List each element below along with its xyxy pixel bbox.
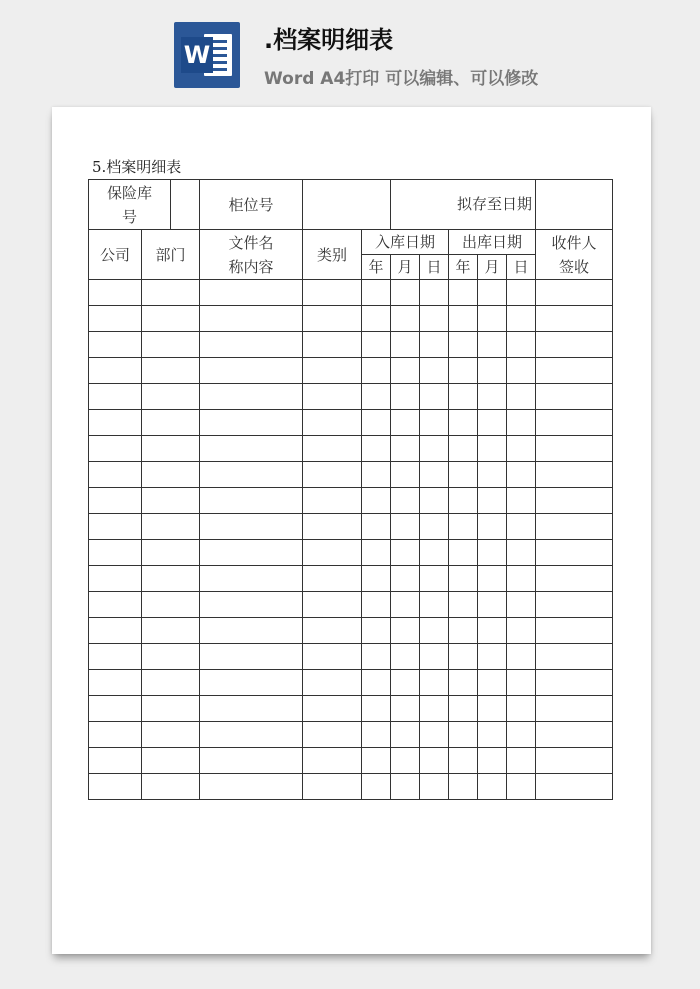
table-cell[interactable] (536, 592, 613, 618)
table-cell[interactable] (420, 748, 449, 774)
table-cell[interactable] (449, 566, 478, 592)
table-cell[interactable] (478, 592, 507, 618)
table-cell[interactable] (142, 514, 200, 540)
table-cell[interactable] (420, 774, 449, 800)
table-cell[interactable] (507, 358, 536, 384)
table-cell[interactable] (142, 644, 200, 670)
table-cell[interactable] (89, 722, 142, 748)
document-subtitle: Word A4打印 可以编辑、可以修改 (264, 69, 539, 89)
table-cell[interactable] (200, 332, 303, 358)
planned-date-label: 拟存至日期 (457, 195, 533, 213)
table-cell[interactable] (303, 462, 362, 488)
table-cell[interactable] (89, 566, 142, 592)
table-cell[interactable] (420, 436, 449, 462)
vault-number-cell (89, 180, 200, 230)
table-cell[interactable] (200, 592, 303, 618)
table-row (89, 410, 613, 436)
table-cell[interactable] (362, 384, 391, 410)
table-row (89, 436, 613, 462)
table-cell[interactable] (362, 722, 391, 748)
table-cell[interactable] (507, 618, 536, 644)
table-cell[interactable] (507, 722, 536, 748)
table-cell[interactable] (391, 358, 420, 384)
table-cell[interactable] (507, 410, 536, 436)
table-cell[interactable] (89, 644, 142, 670)
table-cell[interactable] (391, 670, 420, 696)
table-cell[interactable] (478, 722, 507, 748)
table-cell[interactable] (478, 696, 507, 722)
table-cell[interactable] (303, 722, 362, 748)
table-cell[interactable] (420, 644, 449, 670)
table-cell[interactable] (362, 358, 391, 384)
table-cell[interactable] (303, 410, 362, 436)
planned-date-cell (391, 180, 536, 230)
table-row (89, 592, 613, 618)
table-cell[interactable] (420, 670, 449, 696)
table-cell[interactable] (89, 514, 142, 540)
table-cell[interactable] (200, 280, 303, 306)
table-cell[interactable] (142, 306, 200, 332)
col-out-year: 年 (449, 255, 478, 280)
table-cell[interactable] (391, 514, 420, 540)
table-cell[interactable] (391, 436, 420, 462)
planned-date-value[interactable] (536, 180, 613, 230)
table-cell[interactable] (142, 280, 200, 306)
table-cell[interactable] (200, 566, 303, 592)
table-cell[interactable] (449, 462, 478, 488)
table-cell[interactable] (362, 410, 391, 436)
table-cell[interactable] (89, 748, 142, 774)
page-header (0, 0, 700, 100)
table-cell[interactable] (536, 436, 613, 462)
table-cell[interactable] (478, 462, 507, 488)
table-cell[interactable] (89, 540, 142, 566)
table-cell[interactable] (449, 644, 478, 670)
table-cell[interactable] (200, 358, 303, 384)
table-cell[interactable] (303, 358, 362, 384)
table-cell[interactable] (536, 540, 613, 566)
table-cell[interactable] (507, 384, 536, 410)
table-row (89, 358, 613, 384)
table-cell[interactable] (536, 644, 613, 670)
table-cell[interactable] (362, 462, 391, 488)
table-cell[interactable] (420, 696, 449, 722)
table-cell[interactable] (142, 540, 200, 566)
table-cell[interactable] (142, 592, 200, 618)
table-cell[interactable] (89, 670, 142, 696)
table-cell[interactable] (391, 722, 420, 748)
table-cell[interactable] (449, 774, 478, 800)
table-cell[interactable] (303, 436, 362, 462)
table-cell[interactable] (391, 774, 420, 800)
table-cell[interactable] (200, 748, 303, 774)
table-cell[interactable] (507, 748, 536, 774)
table-cell[interactable] (507, 592, 536, 618)
table-cell[interactable] (420, 358, 449, 384)
table-cell[interactable] (362, 774, 391, 800)
table-cell[interactable] (507, 488, 536, 514)
table-cell[interactable] (478, 644, 507, 670)
table-cell[interactable] (449, 748, 478, 774)
table-cell[interactable] (420, 306, 449, 332)
archive-detail-table (88, 179, 613, 800)
table-cell[interactable] (142, 618, 200, 644)
table-row (89, 670, 613, 696)
table-cell[interactable] (507, 644, 536, 670)
table-cell[interactable] (507, 670, 536, 696)
table-cell[interactable] (303, 540, 362, 566)
table-cell[interactable] (449, 306, 478, 332)
table-cell[interactable] (536, 488, 613, 514)
table-cell[interactable] (303, 306, 362, 332)
table-cell[interactable] (536, 748, 613, 774)
table-cell[interactable] (89, 410, 142, 436)
table-cell[interactable] (536, 332, 613, 358)
table-cell[interactable] (536, 358, 613, 384)
table-cell[interactable] (89, 436, 142, 462)
table-cell[interactable] (142, 696, 200, 722)
table-cell[interactable] (391, 592, 420, 618)
table-cell[interactable] (478, 332, 507, 358)
table-row (89, 332, 613, 358)
table-cell[interactable] (449, 384, 478, 410)
col-out-date: 出库日期 (449, 230, 536, 255)
table-row (89, 644, 613, 670)
table-cell[interactable] (303, 696, 362, 722)
table-cell[interactable] (362, 436, 391, 462)
vault-number-value[interactable] (171, 180, 199, 229)
table-cell[interactable] (362, 748, 391, 774)
table-cell[interactable] (449, 540, 478, 566)
table-cell[interactable] (391, 410, 420, 436)
table-cell[interactable] (420, 410, 449, 436)
table-cell[interactable] (449, 358, 478, 384)
table-cell[interactable] (142, 410, 200, 436)
table-row (89, 488, 613, 514)
table-cell[interactable] (478, 748, 507, 774)
table-cell[interactable] (362, 592, 391, 618)
table-cell[interactable] (536, 280, 613, 306)
cabinet-number-label: 柜位号 (200, 180, 303, 230)
vault-number-label (89, 180, 171, 229)
table-cell[interactable] (391, 280, 420, 306)
document-title: .档案明细表 (264, 26, 394, 54)
col-file-name (200, 230, 303, 280)
table-row (89, 306, 613, 332)
table-cell[interactable] (142, 332, 200, 358)
table-cell[interactable] (507, 566, 536, 592)
table-cell[interactable] (303, 280, 362, 306)
col-out-day: 日 (507, 255, 536, 280)
table-cell[interactable] (142, 462, 200, 488)
table-cell[interactable] (449, 722, 478, 748)
table-cell[interactable] (478, 306, 507, 332)
table-cell[interactable] (478, 774, 507, 800)
table-cell[interactable] (89, 306, 142, 332)
col-file-name-line2: 称内容 (228, 257, 274, 276)
col-category: 类别 (303, 230, 362, 280)
table-cell[interactable] (478, 280, 507, 306)
table-cell[interactable] (449, 436, 478, 462)
table-cell[interactable] (478, 540, 507, 566)
table-cell[interactable] (391, 644, 420, 670)
table-cell[interactable] (391, 748, 420, 774)
table-cell[interactable] (303, 592, 362, 618)
table-cell[interactable] (507, 436, 536, 462)
table-cell[interactable] (391, 384, 420, 410)
table-cell[interactable] (449, 332, 478, 358)
table-cell[interactable] (303, 332, 362, 358)
table-cell[interactable] (536, 306, 613, 332)
table-cell[interactable] (142, 488, 200, 514)
table-cell[interactable] (391, 566, 420, 592)
col-in-day: 日 (420, 255, 449, 280)
table-cell[interactable] (507, 306, 536, 332)
table-cell[interactable] (536, 410, 613, 436)
table-row (89, 696, 613, 722)
planned-date-spacer (391, 180, 435, 229)
table-cell[interactable] (391, 696, 420, 722)
table-cell[interactable] (478, 358, 507, 384)
table-cell[interactable] (420, 722, 449, 748)
table-cell[interactable] (507, 774, 536, 800)
table-cell[interactable] (142, 436, 200, 462)
table-cell[interactable] (420, 618, 449, 644)
table-cell[interactable] (89, 488, 142, 514)
table-cell[interactable] (536, 722, 613, 748)
col-department: 部门 (142, 230, 200, 280)
table-cell[interactable] (507, 540, 536, 566)
table-cell[interactable] (420, 462, 449, 488)
vault-number-label-line2: 号 (121, 207, 137, 226)
word-icon-letter: W (181, 37, 213, 73)
col-receiver-line1: 收件人 (551, 233, 597, 252)
table-top-row (89, 180, 613, 230)
table-cell[interactable] (420, 384, 449, 410)
table-cell[interactable] (89, 332, 142, 358)
table-cell[interactable] (536, 566, 613, 592)
table-cell[interactable] (449, 280, 478, 306)
table-cell[interactable] (507, 332, 536, 358)
table-cell[interactable] (142, 670, 200, 696)
table-cell[interactable] (362, 670, 391, 696)
table-cell[interactable] (200, 410, 303, 436)
table-cell[interactable] (391, 332, 420, 358)
table-cell[interactable] (478, 384, 507, 410)
table-cell[interactable] (303, 774, 362, 800)
table-cell[interactable] (536, 774, 613, 800)
table-cell[interactable] (420, 332, 449, 358)
table-cell[interactable] (362, 540, 391, 566)
table-row (89, 384, 613, 410)
vault-number-label-line1: 保险库 (106, 183, 152, 202)
table-cell[interactable] (391, 306, 420, 332)
table-cell[interactable] (478, 566, 507, 592)
table-cell[interactable] (142, 722, 200, 748)
table-cell[interactable] (89, 696, 142, 722)
table-cell[interactable] (420, 566, 449, 592)
table-cell[interactable] (362, 696, 391, 722)
table-row (89, 280, 613, 306)
table-cell[interactable] (536, 384, 613, 410)
table-row (89, 722, 613, 748)
col-in-year: 年 (362, 255, 391, 280)
table-row (89, 774, 613, 800)
table-cell[interactable] (420, 280, 449, 306)
table-cell[interactable] (478, 514, 507, 540)
table-cell[interactable] (449, 410, 478, 436)
table-cell[interactable] (449, 514, 478, 540)
table-cell[interactable] (200, 514, 303, 540)
col-file-name-line1: 文件名 (228, 233, 274, 252)
cabinet-number-value[interactable] (303, 180, 391, 230)
table-cell[interactable] (478, 618, 507, 644)
table-row (89, 462, 613, 488)
table-row (89, 748, 613, 774)
table-cell[interactable] (449, 618, 478, 644)
table-cell[interactable] (362, 332, 391, 358)
table-cell[interactable] (89, 618, 142, 644)
table-cell[interactable] (478, 488, 507, 514)
table-cell[interactable] (536, 618, 613, 644)
table-header-row-1 (89, 230, 613, 255)
table-cell[interactable] (420, 488, 449, 514)
document-page (52, 107, 651, 954)
table-cell[interactable] (303, 384, 362, 410)
table-cell[interactable] (303, 748, 362, 774)
table-cell[interactable] (536, 670, 613, 696)
table-cell[interactable] (303, 618, 362, 644)
table-cell[interactable] (200, 488, 303, 514)
word-icon (174, 22, 240, 88)
table-cell[interactable] (303, 644, 362, 670)
table-cell[interactable] (478, 670, 507, 696)
table-cell[interactable] (420, 540, 449, 566)
table-cell[interactable] (362, 514, 391, 540)
col-company: 公司 (89, 230, 142, 280)
table-row (89, 514, 613, 540)
table-cell[interactable] (449, 670, 478, 696)
table-cell[interactable] (200, 384, 303, 410)
col-in-month: 月 (391, 255, 420, 280)
table-caption: 5.档案明细表 (92, 158, 182, 176)
table-cell[interactable] (449, 488, 478, 514)
table-cell[interactable] (142, 774, 200, 800)
table-cell[interactable] (507, 462, 536, 488)
table-cell[interactable] (89, 384, 142, 410)
table-cell[interactable] (391, 488, 420, 514)
table-cell[interactable] (303, 488, 362, 514)
table-cell[interactable] (362, 566, 391, 592)
table-cell[interactable] (200, 696, 303, 722)
table-cell[interactable] (391, 540, 420, 566)
table-cell[interactable] (362, 306, 391, 332)
table-cell[interactable] (142, 358, 200, 384)
table-cell[interactable] (200, 774, 303, 800)
table-cell[interactable] (362, 644, 391, 670)
table-cell[interactable] (362, 618, 391, 644)
table-cell[interactable] (478, 436, 507, 462)
table-cell[interactable] (420, 514, 449, 540)
table-cell[interactable] (89, 592, 142, 618)
table-row (89, 566, 613, 592)
table-cell[interactable] (142, 384, 200, 410)
table-cell[interactable] (200, 722, 303, 748)
table-cell[interactable] (449, 592, 478, 618)
table-cell[interactable] (89, 462, 142, 488)
table-cell[interactable] (200, 644, 303, 670)
table-cell[interactable] (362, 488, 391, 514)
table-cell[interactable] (89, 774, 142, 800)
table-row (89, 618, 613, 644)
table-cell[interactable] (507, 696, 536, 722)
col-in-date: 入库日期 (362, 230, 449, 255)
table-cell[interactable] (303, 566, 362, 592)
table-cell[interactable] (200, 462, 303, 488)
col-receiver-line2: 签收 (558, 257, 589, 276)
table-cell[interactable] (142, 748, 200, 774)
table-cell[interactable] (391, 462, 420, 488)
col-receiver (536, 230, 613, 280)
table-cell[interactable] (200, 306, 303, 332)
table-cell[interactable] (303, 514, 362, 540)
table-cell[interactable] (420, 592, 449, 618)
table-cell[interactable] (200, 540, 303, 566)
table-cell[interactable] (89, 280, 142, 306)
table-cell[interactable] (89, 358, 142, 384)
table-cell[interactable] (507, 514, 536, 540)
table-cell[interactable] (142, 566, 200, 592)
table-cell[interactable] (478, 410, 507, 436)
table-cell[interactable] (507, 280, 536, 306)
col-out-month: 月 (478, 255, 507, 280)
table-row (89, 540, 613, 566)
table-cell[interactable] (303, 670, 362, 696)
table-cell[interactable] (391, 618, 420, 644)
table-cell[interactable] (536, 514, 613, 540)
table-cell[interactable] (200, 618, 303, 644)
table-cell[interactable] (536, 462, 613, 488)
table-cell[interactable] (449, 696, 478, 722)
table-cell[interactable] (362, 280, 391, 306)
table-cell[interactable] (536, 696, 613, 722)
table-cell[interactable] (200, 436, 303, 462)
table-cell[interactable] (200, 670, 303, 696)
